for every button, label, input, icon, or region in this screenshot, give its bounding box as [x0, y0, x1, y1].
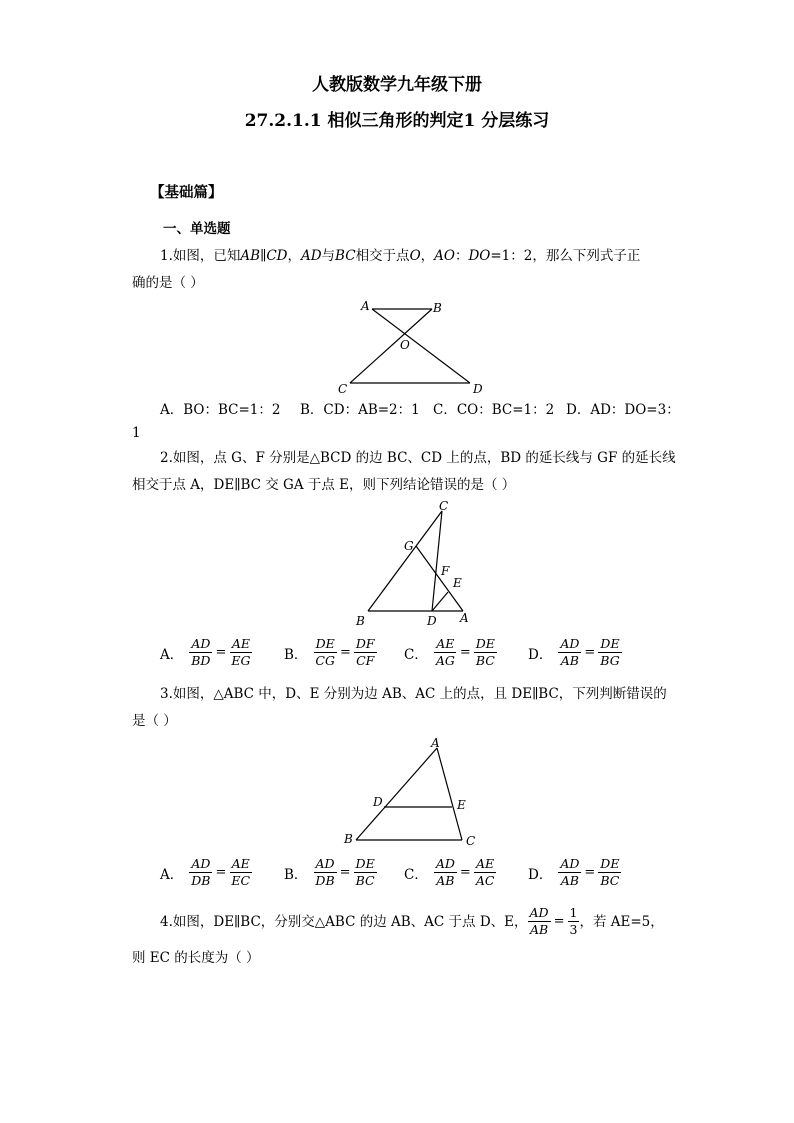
q2-label-D: D	[427, 614, 437, 628]
q2-option-b[interactable]: B． $\frac{DE}{CG}$ = $\frac{DF}{CF}$	[284, 636, 375, 668]
q1-stem-line2: 确的是（ ）	[132, 275, 204, 291]
q2-label-B: B	[356, 614, 365, 628]
q3-option-a[interactable]: A． $\frac{AD}{DB}$ = $\frac{AE}{EC}$	[160, 856, 251, 888]
q3-label-B: B	[344, 832, 353, 846]
q1-option-c[interactable]: C．CO：BC=1：2	[433, 402, 555, 418]
q3-option-c[interactable]: C． $\frac{AD}{AB}$ = $\frac{AE}{AC}$	[404, 856, 495, 888]
q3-stem-line1: 3.如图，△ABC 中，D、E 分别为边 AB、AC 上的点，且 DE∥BC，下列判断错误的	[160, 686, 667, 702]
q3-label-C: C	[466, 834, 476, 848]
q1-stem-line1: 1.如图，已知AB∥CD，AD与BC相交于点O，AO：DO=1：2，那么下列式子正	[160, 248, 641, 264]
q3-figure	[340, 735, 480, 850]
q1-label-O: O	[400, 338, 410, 352]
q3-option-b[interactable]: B． $\frac{AD}{DB}$ = $\frac{DE}{BC}$	[284, 856, 375, 888]
lesson-subtitle: 27.2.1.1 相似三角形的判定1 分层练习	[244, 111, 550, 131]
q2-label-A: A	[460, 611, 469, 625]
q1-figure	[330, 295, 500, 400]
q4-stem-line2: 则 EC 的长度为（ ）	[132, 950, 260, 966]
q2-option-c[interactable]: C． $\frac{AE}{AG}$ = $\frac{DE}{BC}$	[404, 636, 495, 668]
q3-stem-line2: 是（ ）	[132, 713, 177, 729]
q1-label-A: A	[361, 299, 370, 313]
q2-label-G: G	[404, 539, 414, 553]
q1-label-B: B	[433, 301, 442, 315]
q2-figure	[350, 498, 480, 628]
section-level: 【基础篇】	[150, 184, 223, 201]
q2-stem-line2: 相交于点 A，DE∥BC 交 GA 于点 E，则下列结论错误的是（ ）	[132, 477, 516, 493]
section-part: 一、单选题	[163, 221, 231, 237]
q1-option-d-cont: 1	[132, 425, 141, 441]
q2-label-E: E	[453, 576, 462, 590]
q3-options	[160, 856, 660, 896]
q1-label-D: D	[473, 382, 483, 396]
q2-label-C: C	[439, 499, 449, 513]
q2-option-d[interactable]: D． $\frac{AD}{AB}$ = $\frac{DE}{BG}$	[528, 636, 620, 668]
q4-stem-line1: 4.如图，DE∥BC，分别交△ABC 的边 AB、AC 于点 D、E， $\frac{AD}{AB}$ = $\frac{1}{3}$ ，若 AE=5，	[160, 905, 664, 937]
q1-label-C: C	[338, 382, 348, 396]
q4-ratio-value: $\frac{1}{3}$	[569, 905, 578, 937]
q3-option-d[interactable]: D． $\frac{AD}{AB}$ = $\frac{DE}{BC}$	[528, 856, 620, 888]
q1-option-b[interactable]: B．CD：AB=2：1	[300, 402, 420, 418]
q4-ratio-fraction: $\frac{AD}{AB}$	[529, 905, 549, 937]
q3-label-D: D	[373, 795, 383, 809]
q1-option-d[interactable]: D．AD：DO=3：	[566, 402, 680, 418]
q1-option-a[interactable]: A．BO：BC=1：2	[160, 402, 281, 418]
q3-label-E: E	[457, 798, 466, 812]
q2-options	[160, 636, 660, 676]
q2-option-a[interactable]: A． $\frac{AD}{BD}$ = $\frac{AE}{EG}$	[160, 636, 251, 668]
q3-label-A: A	[431, 736, 440, 750]
q2-label-F: F	[441, 564, 450, 578]
document-title: 人教版数学九年级下册	[312, 75, 482, 95]
q2-stem-line1: 2.如图，点 G、F 分别是△BCD 的边 BC、CD 上的点，BD 的延长线与 GF 的延长线	[160, 450, 676, 466]
